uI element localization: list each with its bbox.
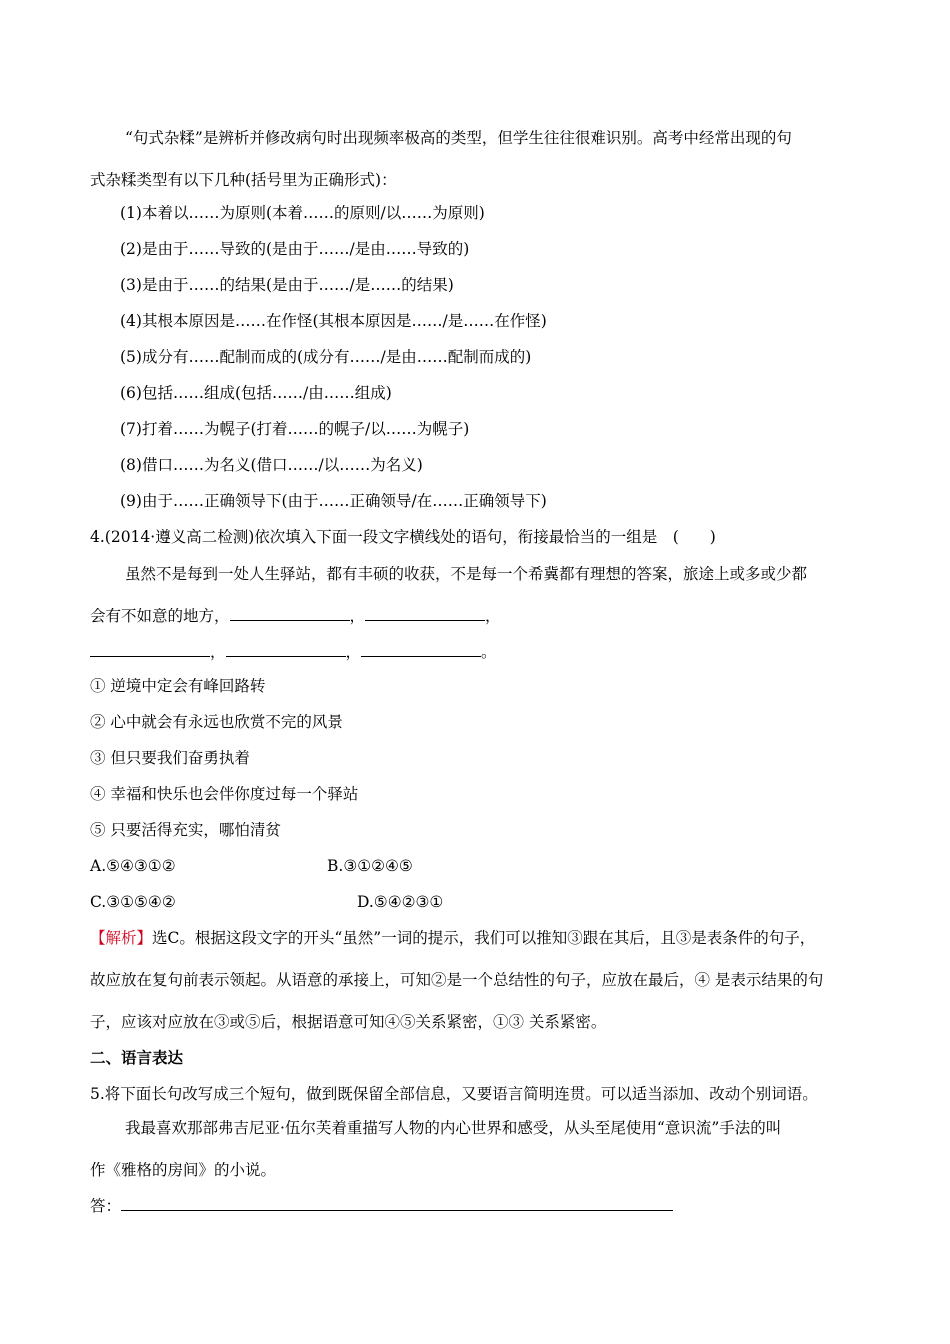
q4-item-1: ① 逆境中定会有峰回路转 xyxy=(90,677,266,695)
comma: ， xyxy=(349,607,366,625)
pattern-item-8: (8)借口……为名义(借口……/以……为名义) xyxy=(120,456,423,474)
pattern-item-9: (9)由于……正确领导下(由于……正确领导/在……正确领导下) xyxy=(120,492,547,510)
q4-item-2: ② 心中就会有永远也欣赏不完的风景 xyxy=(90,713,343,731)
q4-stem: 4.(2014·遵义高二检测)依次填入下面一段文字横线处的语句，衔接最恰当的一组是 ( ) xyxy=(90,528,716,546)
q4-option-b[interactable]: B.③①②④⑤ xyxy=(327,857,413,875)
q4-passage-prefix: 会有不如意的地方， xyxy=(90,607,230,625)
q5-stem: 5.将下面长句改写成三个短句，做到既保留全部信息，又要语言简明连贯。可以适当添加、改动个别词语。 xyxy=(90,1085,818,1103)
q4-passage-line-2 xyxy=(90,606,501,626)
q4-item-3: ③ 但只要我们奋勇执着 xyxy=(90,749,250,767)
q5-sentence-line-2: 作《雅格的房间》的小说。 xyxy=(90,1161,277,1179)
q4-option-d[interactable]: D.⑤④②③① xyxy=(357,893,444,911)
q4-item-5: ⑤ 只要活得充实，哪怕清贫 xyxy=(90,821,281,839)
q4-passage-line-1: 虽然不是每到一处人生驿站，都有丰硕的收获，不是每一个希冀都有理想的答案，旅途上或多或少都 xyxy=(125,565,808,583)
q5-answer-line xyxy=(90,1196,673,1216)
answer-label: 答： xyxy=(90,1197,122,1215)
fill-blank-1[interactable] xyxy=(230,606,350,621)
comma: ， xyxy=(210,643,226,661)
pattern-item-1: (1)本着以……为原则(本着……的原则/以……为原则) xyxy=(120,204,485,222)
fill-blank-4[interactable] xyxy=(226,642,346,657)
q4-passage-line-3 xyxy=(90,642,497,662)
q5-sentence-line-1: 我最喜欢那部弗吉尼亚·伍尔芙着重描写人物的内心世界和感受，从头至尾使用“意识流”手法的叫 xyxy=(125,1119,782,1137)
q4-analysis-line-3: 子，应该对应放在③或⑤后，根据语意可知④⑤关系紧密，①③ 关系紧密。 xyxy=(90,1013,607,1031)
pattern-item-4: (4)其根本原因是……在作怪(其根本原因是……/是……在作怪) xyxy=(120,312,547,330)
intro-line-1: “句式杂糅”是辨析并修改病句时出现频率极高的类型，但学生往往很难识别。高考中经常出现的句 xyxy=(125,129,792,147)
pattern-item-2: (2)是由于……导致的(是由于……/是由……导致的) xyxy=(120,240,470,258)
pattern-item-5: (5)成分有……配制而成的(成分有……/是由……配制而成的) xyxy=(120,348,532,366)
pattern-item-7: (7)打着……为幌子(打着……的幌子/以……为幌子) xyxy=(120,420,470,438)
q4-option-c[interactable]: C.③①⑤④② xyxy=(90,893,176,911)
q4-option-a[interactable]: A.⑤④③①② xyxy=(90,857,176,875)
fill-blank-5[interactable] xyxy=(361,642,481,657)
section-heading: 二、语言表达 xyxy=(90,1049,184,1067)
fill-blank-3[interactable] xyxy=(90,642,210,657)
comma: ， xyxy=(485,607,501,625)
comma: ， xyxy=(345,643,362,661)
q4-analysis-line-1 xyxy=(90,928,815,948)
q4-item-4: ④ 幸福和快乐也会伴你度过每一个驿站 xyxy=(90,785,359,803)
pattern-item-6: (6)包括……组成(包括……/由……组成) xyxy=(120,384,392,402)
answer-blank[interactable] xyxy=(121,1196,673,1211)
analysis-tag: 【解析】 xyxy=(90,929,153,947)
intro-line-2: 式杂糅类型有以下几种(括号里为正确形式)： xyxy=(90,171,397,189)
period: 。 xyxy=(481,643,497,661)
q4-analysis-line-2: 故应放在复句前表示领起。从语意的承接上，可知②是一个总结性的句子，应放在最后，④ 是表示结果的句 xyxy=(90,971,824,989)
fill-blank-2[interactable] xyxy=(365,606,485,621)
analysis-text-1: 选C。根据这段文字的开头“虽然”一词的提示，我们可以推知③跟在其后，且③是表条件的句子， xyxy=(152,929,816,947)
pattern-item-3: (3)是由于……的结果(是由于……/是……的结果) xyxy=(120,276,454,294)
